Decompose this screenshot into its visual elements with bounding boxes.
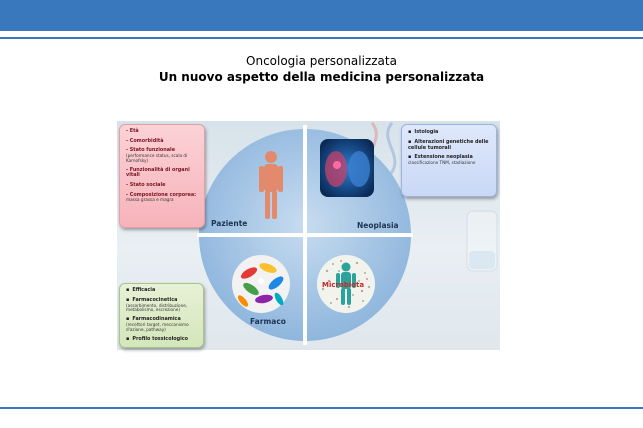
patient-factor-comorbidity: - Comorbidità	[126, 137, 164, 144]
quadrant-label-tumor: Neoplasia	[357, 221, 399, 230]
header-band	[0, 0, 643, 31]
patient-factors-box	[119, 124, 205, 228]
quadrant-label-drug: Farmaco	[250, 317, 286, 326]
pills-icon	[232, 255, 290, 313]
flask-decoration-icon	[467, 211, 497, 271]
quadrant-label-patient: Paziente	[211, 219, 248, 228]
quadrant-label-microbiota: Microbiota	[322, 281, 365, 289]
slide-subtitle: Un nuovo aspetto della medicina personalizzata	[158, 70, 485, 84]
drug-factors-box	[119, 283, 204, 348]
tumor-factor-genetics: ▪ Alterazioni genetiche delle cellule tumorali	[408, 140, 492, 151]
patient-factor-organs: - Funzionalità di organi vitali	[126, 166, 190, 179]
drug-factor-efficacy: ▪ Efficacia	[126, 288, 199, 294]
tumor-factor-extension: ▪ Estensione neoplasia classificazione TNM, stadiazione	[408, 155, 492, 166]
patient-factor-social: - Stato sociale	[126, 181, 166, 188]
drug-factor-pk: ▪ Farmacocinetica (assorbimento, distribuzione, metabolismo, escrezione)	[126, 298, 199, 313]
tumor-factor-histology: ▪ Istologia	[408, 130, 492, 136]
drug-factor-pd: ▪ Farmacodinamica (recettori target, meccanismo d'azione, pathway)	[126, 317, 199, 332]
slide-title: Oncologia personalizzata	[246, 54, 397, 68]
tumor-factors-box	[401, 124, 497, 197]
patient-factor-body: - Composizione corporea: massa grassa e magra	[126, 191, 197, 203]
patient-factor-performance: - Stato funzionale (performance status, scala di Karnofsky)	[126, 147, 188, 163]
lung-tumor-icon	[320, 139, 374, 197]
patient-factor-age: - Età	[126, 128, 139, 134]
header-divider	[0, 37, 643, 39]
drug-factor-toxicology: ▪ Profilo tossicologico	[126, 337, 199, 343]
footer-divider	[0, 407, 643, 409]
